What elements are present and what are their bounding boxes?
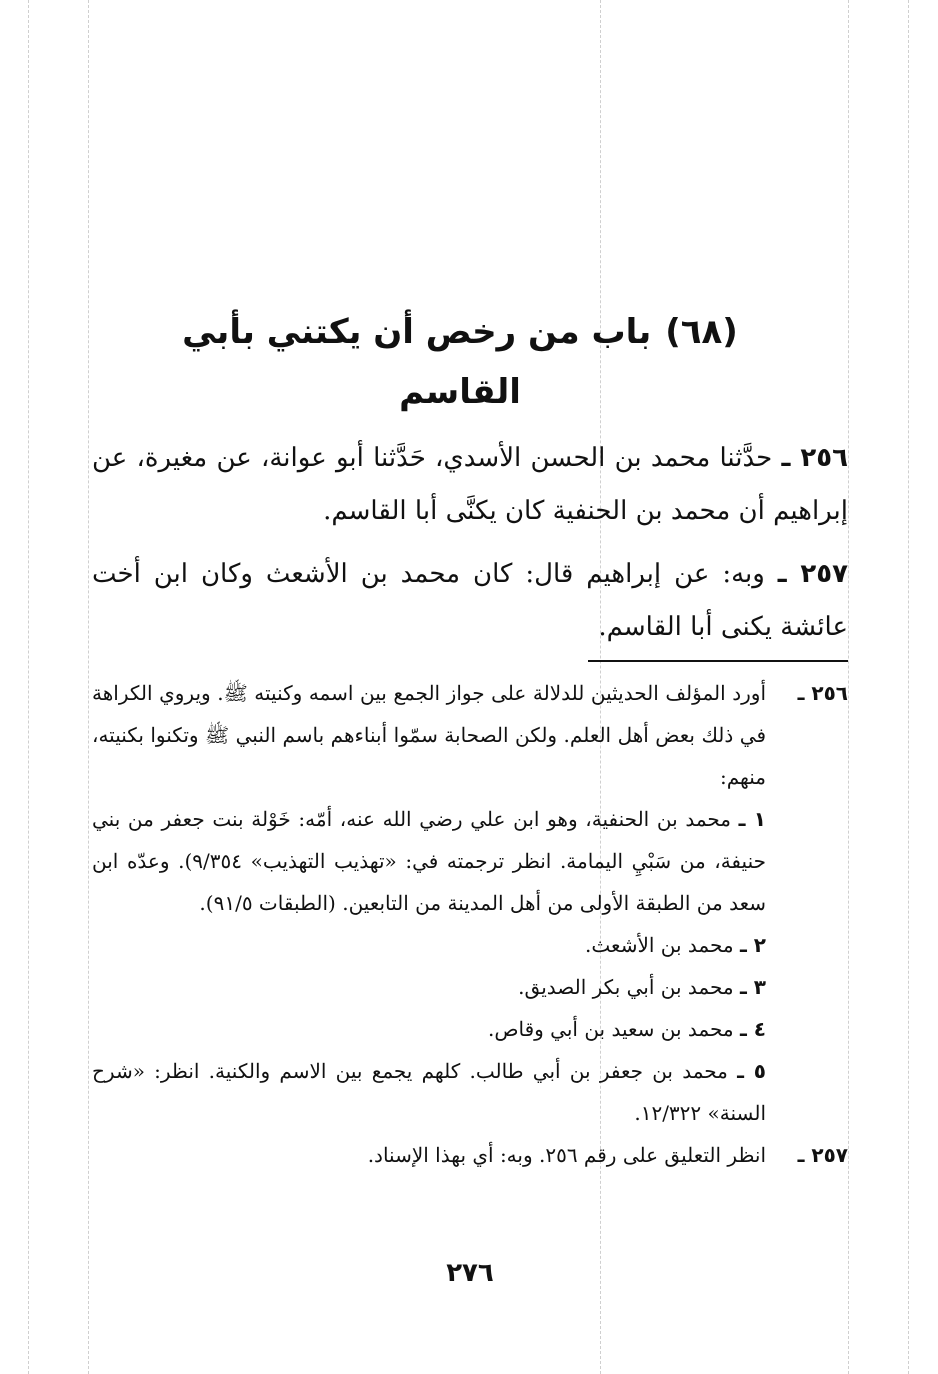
list-item-text: محمد بن سعيد بن أبي وقاص. (487, 1017, 734, 1041)
chapter-title: باب من رخص أن يكتني بأبي القاسم (182, 312, 652, 412)
hadith-257 (92, 548, 848, 654)
footnote-list-item (92, 966, 766, 1008)
hadith-256 (92, 432, 848, 538)
list-item-number: ٥ ـ (737, 1059, 766, 1083)
footnote-list-item (92, 1008, 766, 1050)
footnote-list-item (92, 1050, 766, 1134)
footnote-257 (92, 1134, 848, 1176)
list-item-text: محمد بن الحنفية، وهو ابن علي رضي الله عنه، أمّه: خَوْلة بنت جعفر من بني حنيفة، من سَبْيِ اليمامة. انظر ترجمته في: «تهذيب التهذيب» ٩/٣٥٤). وعدّه ابن سعد من الطبقة الأولى من أهل المدينة من التابعين. (الطبقات ٩١/٥). (92, 807, 766, 915)
footnote-text: انظر التعليق على رقم ٢٥٦. وبه: أي بهذا الإسناد. (367, 1143, 766, 1167)
list-item-text: محمد بن الأشعث. (585, 933, 734, 957)
page-number: ٢٧٦ (446, 1258, 494, 1288)
chapter-heading (160, 302, 760, 422)
footnote-256 (92, 672, 848, 1134)
scan-guide-line (848, 0, 849, 1374)
footnote-list-item (92, 924, 766, 966)
list-item-number: ٢ ـ (739, 933, 766, 957)
list-item-number: ٣ ـ (739, 975, 766, 999)
hadith-text: وبه: عن إبراهيم قال: كان محمد بن الأشعث وكان ابن أخت عائشة يكنى أبا القاسم. (92, 559, 848, 642)
hadith-text: حدَّثنا محمد بن الحسن الأسدي، حَدَّثنا أبو عوانة، عن مغيرة، عن إبراهيم أن محمد بن الحنفية كان يكنَّى أبا القاسم. (92, 443, 848, 526)
footnote-number: ٢٥٦ ـ (797, 681, 848, 705)
list-item-text: محمد بن جعفر بن أبي طالب. كلهم يجمع بين الاسم والكنية. انظر: «شرح السنة» ١٢/٣٢٢. (92, 1059, 766, 1125)
scan-guide-line (88, 0, 89, 1374)
scan-guide-line (908, 0, 909, 1374)
footnote-number: ٢٥٧ ـ (797, 1143, 848, 1167)
list-item-text: محمد بن أبي بكر الصديق. (518, 975, 734, 999)
list-item-number: ٤ ـ (739, 1017, 766, 1041)
hadith-number: ٢٥٧ ـ (777, 559, 849, 589)
footnote-separator (588, 660, 848, 662)
scan-guide-line (28, 0, 29, 1374)
list-item-number: ١ ـ (738, 807, 766, 831)
footnote-intro: أورد المؤلف الحديثين للدلالة على جواز الجمع بين اسمه وكنيته ﷺ. ويروي الكراهة في ذلك بعض أهل العلم. ولكن الصحابة سمّوا أبناءهم باسم النبي ﷺ وتكنوا بكنيته، منهم: (92, 681, 766, 789)
footnote-list-item (92, 798, 766, 924)
chapter-number: (٦٨) (665, 312, 738, 352)
hadith-number: ٢٥٦ ـ (781, 443, 848, 473)
footnotes (92, 672, 848, 1176)
